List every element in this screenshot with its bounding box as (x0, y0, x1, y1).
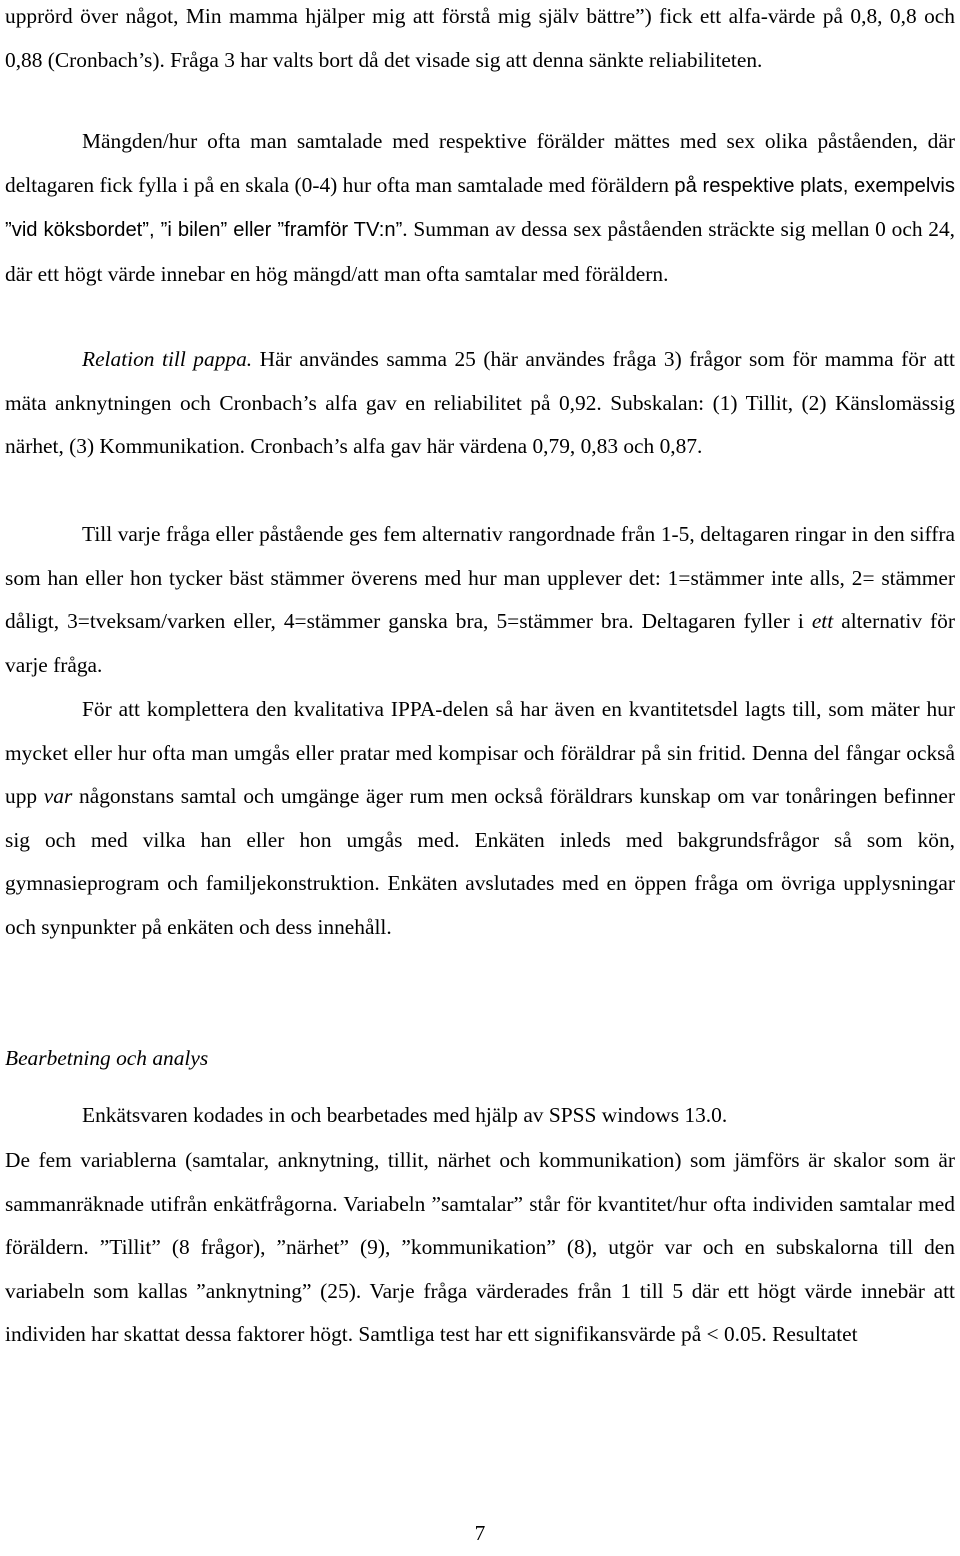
paragraph-5-text-a: För att komplettera den kvalitativa IPPA-delen så har även en kvantitetsdel lagts till, som mäter hur mycket eller hur ofta man umgås eller pratar med kompisar och föräldrar på sin fritid. Denna del fångar också upp (5, 697, 955, 809)
paragraph-5-emphasis: var (43, 784, 73, 809)
paragraph-2-text-a: Mängden/hur ofta man samtalade med respektive förälder mättes med sex olika påståenden, där deltagaren fick fylla i på en skala (0-4) hur ofta man samtalade med föräldern (5, 129, 955, 197)
paragraph-2 (5, 120, 955, 296)
paragraph-6 (5, 1094, 955, 1138)
paragraph-1-text: upprörd över något, Min mamma hjälper mig att förstå mig själv bättre”) fick ett alfa-värde på 0,8, 0,8 och 0,88 (Cronbach’s). Fråga 3 har valts bort då det visade sig att denna sänkte reliabiliteten. (5, 4, 955, 72)
paragraph-4 (5, 513, 955, 687)
paragraph-5 (5, 688, 955, 950)
relation-pappa-label: Relation till pappa. (82, 347, 253, 371)
paragraph-5-text-b: någonstans samtal och umgänge äger rum men också föräldrars kunskap om var tonåringen befinner sig och med vilka han eller hon umgås med. Enkäten inleds med bakgrundsfrågor så som kön, gymnasieprogram och familjekonstruktion. Enkäten avslutades med en öppen fråga om övriga upplysningar och synpunkter på enkäten och dess innehåll. (5, 784, 955, 939)
paragraph-2-text-b: på respektive plats, exempelvis ”vid köksbordet”, ”i bilen” eller ”framför TV:n” (5, 174, 956, 242)
paragraph-7-text: De fem variablerna (samtalar, anknytning, tillit, närhet och kommunikation) som jämförs är skalor som är sammanräknade utifrån enkätfrågorna. Variabeln ”samtalar” står för kvantitet/hur ofta individen samtalar med föräldern. ”Tillit” (8 frågor), ”närhet” (9), ”kommunikation” (8), utgör var och en subskalorna till den variabeln som kallas ”anknytning” (25). Varje fråga värderades från 1 till 5 där ett högt värde innebär att individen har skattat dessa faktorer högt. Samtliga test har ett signifikansvärde på < 0.05. Resultatet (5, 1148, 955, 1347)
paragraph-7 (5, 1139, 955, 1357)
section-heading: Bearbetning och analys (5, 1046, 209, 1070)
page-number: 7 (474, 1521, 486, 1545)
paragraph-3 (5, 338, 955, 469)
paragraph-3-text: Här användes samma 25 (här användes fråga 3) frågor som för mamma för att mäta anknytningen och Cronbach’s alfa gav en reliabilitet på 0,92. Subskalan: (1) Tillit, (2) Känslomässig närhet, (3) Kommunikation. Cronbach’s alfa gav här värdena 0,79, 0,83 och 0,87. (5, 347, 955, 459)
paragraph-2-text-c: . Summan av dessa sex påståenden sträckte sig mellan 0 och 24, där ett högt värde innebar en hög mängd/att man ofta samtalar med föräldern. (5, 217, 955, 286)
paragraph-4-text-b: alternativ för varje fråga. (5, 609, 955, 677)
paragraph-4-emphasis: ett (811, 609, 834, 634)
paragraph-1 (5, 0, 955, 82)
paragraph-6-text: Enkätsvaren kodades in och bearbetades med hjälp av SPSS windows 13.0. (82, 1103, 728, 1127)
paragraph-4-text-a: Till varje fråga eller påstående ges fem alternativ rangordnade från 1-5, deltagaren ringar in den siffra som han eller hon tycker bäst stämmer överens med hur man upplever det: 1=stämmer inte alls, 2= stämmer dåligt, 3=tveksam/varken eller, 4=stämmer ganska bra, 5=stämmer bra. Deltagaren fyller i (5, 522, 955, 634)
